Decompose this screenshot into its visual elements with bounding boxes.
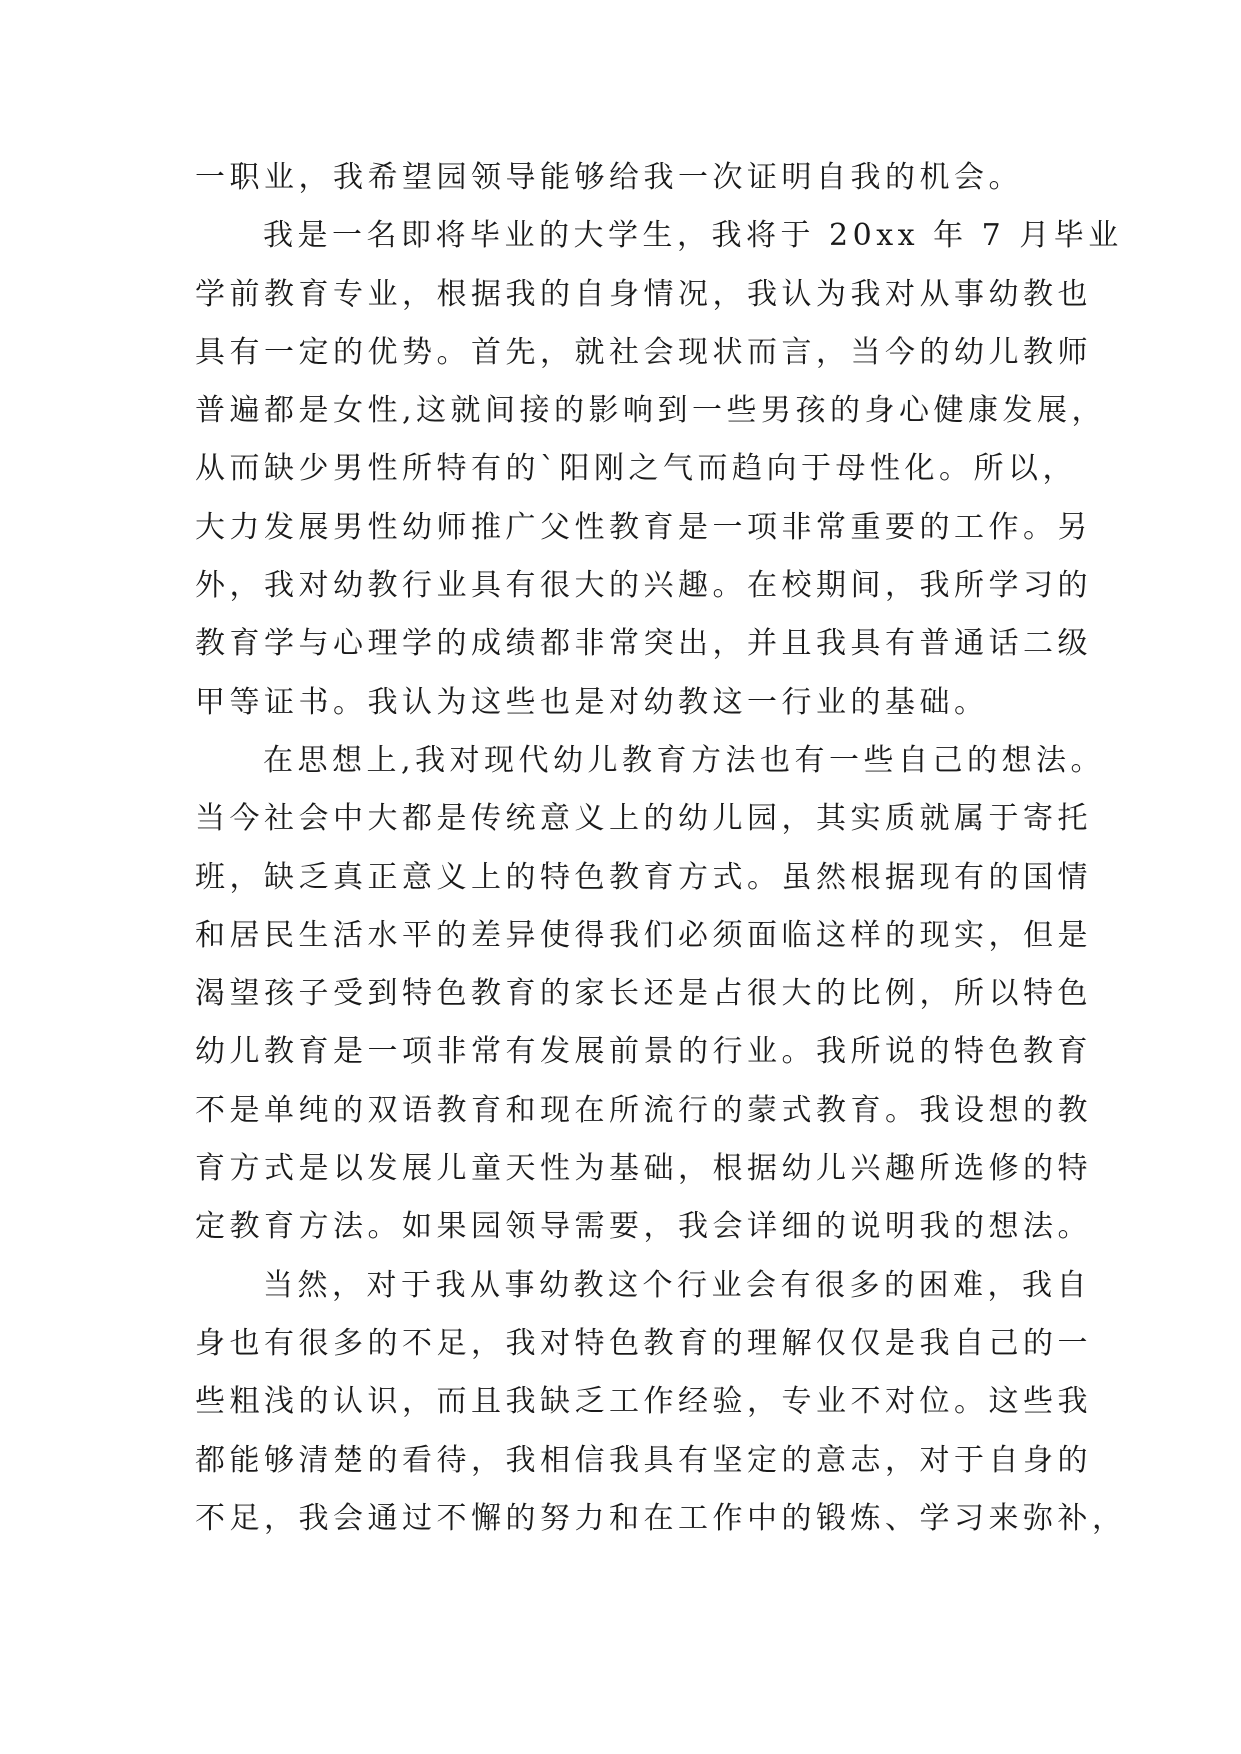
text-line: 一职业，我希望园领导能够给我一次证明自我的机会。 bbox=[195, 160, 1023, 195]
text-line: 甲等证书。我认为这些也是对幼教这一行业的基础。 bbox=[195, 684, 989, 720]
text-line: 定教育方法。如果园领导需要，我会详细的说明我的想法。 bbox=[195, 1209, 1092, 1245]
text-line: 都能够清楚的看待，我相信我具有坚定的意志，对于自身的 bbox=[195, 1442, 1092, 1478]
text-line: 和居民生活水平的差异使得我们必须面临这样的现实，但是 bbox=[195, 917, 1092, 953]
text-line: 些粗浅的认识，而且我缺乏工作经验，专业不对位。这些我 bbox=[195, 1384, 1092, 1420]
text-line: 教育学与心理学的成绩都非常突出，并且我具有普通话二级 bbox=[195, 626, 1092, 662]
text-line: 身也有很多的不足，我对特色教育的理解仅仅是我自己的一 bbox=[195, 1325, 1092, 1361]
paragraph-first-line: 当然，对于我从事幼教这个行业会有很多的困难，我自 bbox=[263, 1267, 1091, 1303]
body-text bbox=[195, 160, 1127, 1562]
text-line: 普遍都是女性,这就间接的影响到一些男孩的身心健康发展， bbox=[195, 393, 1107, 429]
text-line: 具有一定的优势。首先，就社会现状而言，当今的幼儿教师 bbox=[195, 334, 1092, 370]
text-line: 不是单纯的双语教育和现在所流行的蒙式教育。我设想的教 bbox=[195, 1092, 1092, 1128]
text-line: 班，缺乏真正意义上的特色教育方式。虽然根据现有的国情 bbox=[195, 859, 1092, 895]
text-line: 从而缺少男性所特有的`阳刚之气而趋向于母性化。所以， bbox=[195, 451, 1077, 487]
text-line: 育方式是以发展儿童天性为基础，根据幼儿兴趣所选修的特 bbox=[195, 1151, 1092, 1187]
text-line: 幼儿教育是一项非常有发展前景的行业。我所说的特色教育 bbox=[195, 1034, 1092, 1070]
text-line: 渴望孩子受到特色教育的家长还是占很大的比例，所以特色 bbox=[195, 976, 1092, 1012]
text-line: 学前教育专业，根据我的自身情况，我认为我对从事幼教也 bbox=[195, 276, 1092, 312]
text-line: 外，我对幼教行业具有很大的兴趣。在校期间，我所学习的 bbox=[195, 568, 1092, 604]
paragraph-first-line: 我是一名即将毕业的大学生，我将于 20xx 年 7 月毕业 bbox=[263, 218, 1123, 254]
text-line: 当今社会中大都是传统意义上的幼儿园，其实质就属于寄托 bbox=[195, 801, 1092, 837]
text-line: 不足，我会通过不懈的努力和在工作中的锻炼、学习来弥补， bbox=[195, 1500, 1127, 1536]
text-line: 大力发展男性幼师推广父性教育是一项非常重要的工作。另 bbox=[195, 509, 1092, 545]
paragraph-first-line: 在思想上,我对现代幼儿教育方法也有一些自己的想法。 bbox=[263, 742, 1106, 778]
